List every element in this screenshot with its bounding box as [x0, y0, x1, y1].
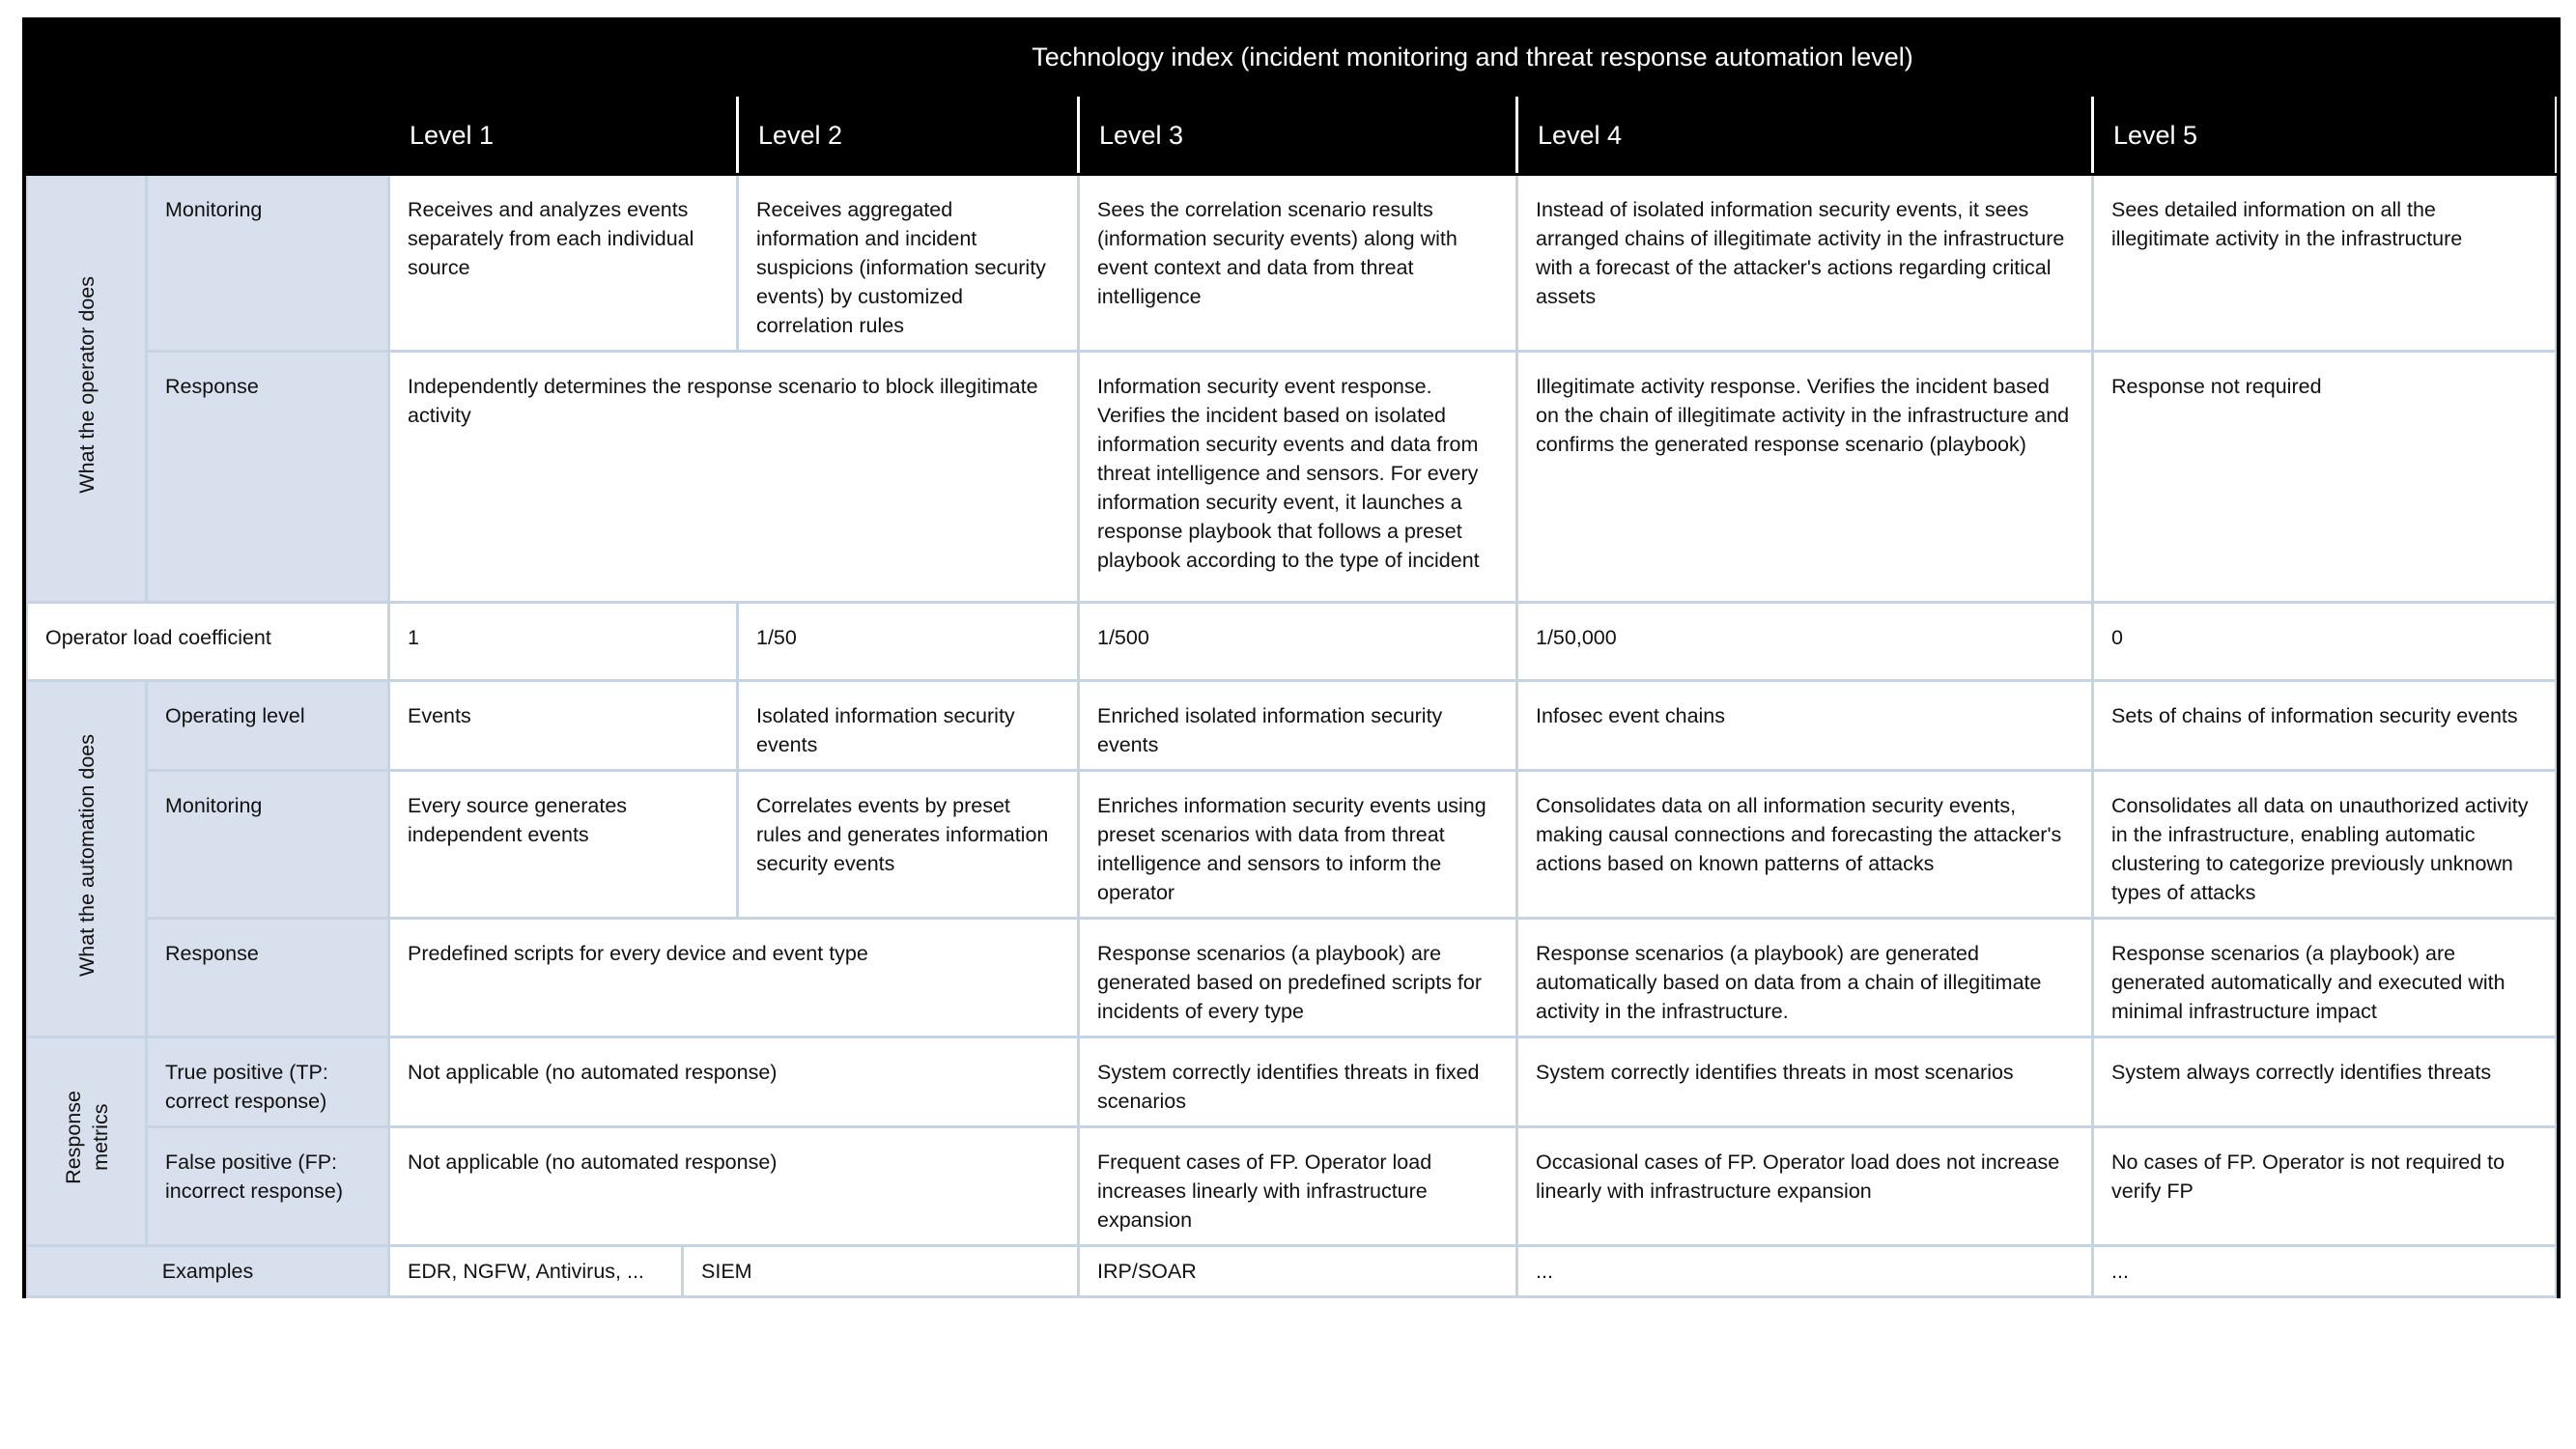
automation-monitoring-l3: Enriches information security events using preset scenarios with data from threat intelligence and sensors to inform the operator	[1079, 771, 1517, 919]
level-5-header: Level 5	[2093, 96, 2557, 175]
operator-response-l4: Illegitimate activity response. Verifies the incident based on the chain of illegitimate activity in the infrastructure and confirms the generated response scenario (playbook)	[1517, 352, 2093, 603]
operator-monitoring-l4: Instead of isolated information security events, it sees arranged chains of illegitimate activity in the infrastructure with a forecast of the attacker's actions regarding critical assets	[1517, 175, 2093, 352]
metrics-group-label	[27, 1037, 147, 1246]
operator-group-text: What the operator does	[74, 275, 99, 494]
automation-operating-level-label: Operating level	[147, 681, 389, 771]
operator-load-l2: 1/50	[738, 603, 1079, 681]
automation-monitoring-l5: Consolidates all data on unauthorized activity in the infrastructure, enabling automatic clustering to categorize previously unknown types of attacks	[2093, 771, 2557, 919]
automation-group-label	[27, 681, 147, 1037]
operator-group-label	[27, 175, 147, 603]
header-corner	[27, 19, 389, 175]
metrics-tp-l1-l2: Not applicable (no automated response)	[389, 1037, 1079, 1127]
automation-response-label: Response	[147, 919, 389, 1037]
operator-response-label: Response	[147, 352, 389, 603]
table-title: Technology index (incident monitoring and threat response automation level)	[389, 19, 2557, 96]
examples-l1-l2-split	[390, 1247, 1077, 1295]
metrics-fp-l5: No cases of FP. Operator is not required to verify FP	[2093, 1127, 2557, 1246]
operator-load-label: Operator load coefficient	[27, 603, 389, 681]
metrics-tp-l3: System correctly identifies threats in fixed scenarios	[1079, 1037, 1517, 1127]
automation-operating-level-l3: Enriched isolated information security events	[1079, 681, 1517, 771]
examples-l2: SIEM	[701, 1260, 752, 1283]
operator-response-l1-l2: Independently determines the response scenario to block illegitimate activity	[389, 352, 1079, 603]
metrics-tp-row	[27, 1037, 2557, 1127]
metrics-group-line2: metrics	[88, 1103, 112, 1172]
automation-response-l3: Response scenarios (a playbook) are generated based on predefined scripts for incidents of every type	[1079, 919, 1517, 1037]
examples-l3: IRP/SOAR	[1079, 1246, 1517, 1297]
level-1-header: Level 1	[389, 96, 738, 175]
metrics-group-text	[60, 1091, 114, 1184]
automation-response-l1-l2: Predefined scripts for every device and event type	[389, 919, 1079, 1037]
operator-load-l4: 1/50,000	[1517, 603, 2093, 681]
technology-index-table	[25, 17, 2558, 1298]
operator-load-l3: 1/500	[1079, 603, 1517, 681]
operator-monitoring-l5: Sees detailed information on all the illegitimate activity in the infrastructure	[2093, 175, 2557, 352]
level-2-header: Level 2	[738, 96, 1079, 175]
operator-monitoring-l1: Receives and analyzes events separately from each individual source	[389, 175, 738, 352]
examples-l1: EDR, NGFW, Antivirus, ...	[390, 1247, 684, 1295]
examples-l5: ...	[2093, 1246, 2557, 1297]
table-left-edge	[22, 17, 26, 1298]
automation-response-l5: Response scenarios (a playbook) are generated automatically and executed with minimal infrastructure impact	[2093, 919, 2557, 1037]
automation-monitoring-l1: Every source generates independent events	[389, 771, 738, 919]
level-3-header: Level 3	[1079, 96, 1517, 175]
automation-operating-level-row	[27, 681, 2557, 771]
header-levels-row	[27, 96, 2557, 175]
examples-l1-l2-cell	[389, 1246, 1079, 1297]
metrics-fp-l1-l2: Not applicable (no automated response)	[389, 1127, 1079, 1246]
metrics-fp-l4: Occasional cases of FP. Operator load does not increase linearly with infrastructure expansion	[1517, 1127, 2093, 1246]
operator-monitoring-l2: Receives aggregated information and incident suspicions (information security events) by customized correlation rules	[738, 175, 1079, 352]
operator-load-l1: 1	[389, 603, 738, 681]
metrics-fp-l3: Frequent cases of FP. Operator load increases linearly with infrastructure expansion	[1079, 1127, 1517, 1246]
operator-monitoring-l3: Sees the correlation scenario results (information security events) along with event context and data from threat intelligence	[1079, 175, 1517, 352]
automation-monitoring-l4: Consolidates data on all information security events, making causal connections and forecasting the attacker's actions based on known patterns of attacks	[1517, 771, 2093, 919]
metrics-group-line1: Response	[61, 1091, 85, 1184]
level-4-header: Level 4	[1517, 96, 2093, 175]
metrics-fp-row	[27, 1127, 2557, 1246]
operator-monitoring-row	[27, 175, 2557, 352]
operator-load-row	[27, 603, 2557, 681]
automation-response-row	[27, 919, 2557, 1037]
table-right-edge	[2557, 17, 2561, 1298]
operator-response-row	[27, 352, 2557, 603]
metrics-tp-l4: System correctly identifies threats in most scenarios	[1517, 1037, 2093, 1127]
examples-label: Examples	[27, 1246, 389, 1297]
examples-row	[27, 1246, 2557, 1297]
header-title-row	[27, 19, 2557, 96]
metrics-tp-label: True positive (TP: correct response)	[147, 1037, 389, 1127]
operator-monitoring-label: Monitoring	[147, 175, 389, 352]
automation-monitoring-l2: Correlates events by preset rules and generates information security events	[738, 771, 1079, 919]
automation-response-l4: Response scenarios (a playbook) are generated automatically based on data from a chain of illegitimate activity in the infrastructure.	[1517, 919, 2093, 1037]
automation-group-text: What the automation does	[74, 733, 99, 977]
automation-monitoring-row	[27, 771, 2557, 919]
automation-operating-level-l1: Events	[389, 681, 738, 771]
automation-operating-level-l5: Sets of chains of information security events	[2093, 681, 2557, 771]
automation-operating-level-l4: Infosec event chains	[1517, 681, 2093, 771]
operator-response-l5: Response not required	[2093, 352, 2557, 603]
automation-operating-level-l2: Isolated information security events	[738, 681, 1079, 771]
metrics-fp-label: False positive (FP: incorrect response)	[147, 1127, 389, 1246]
operator-load-l5: 0	[2093, 603, 2557, 681]
technology-index-table-wrapper	[25, 17, 2558, 1298]
automation-monitoring-label: Monitoring	[147, 771, 389, 919]
metrics-tp-l5: System always correctly identifies threats	[2093, 1037, 2557, 1127]
examples-l4: ...	[1517, 1246, 2093, 1297]
operator-response-l3: Information security event response. Verifies the incident based on isolated information security events and data from threat intelligence and sensors. For every information security event, it launches a response playbook that follows a preset playbook according to the type of incident	[1079, 352, 1517, 603]
